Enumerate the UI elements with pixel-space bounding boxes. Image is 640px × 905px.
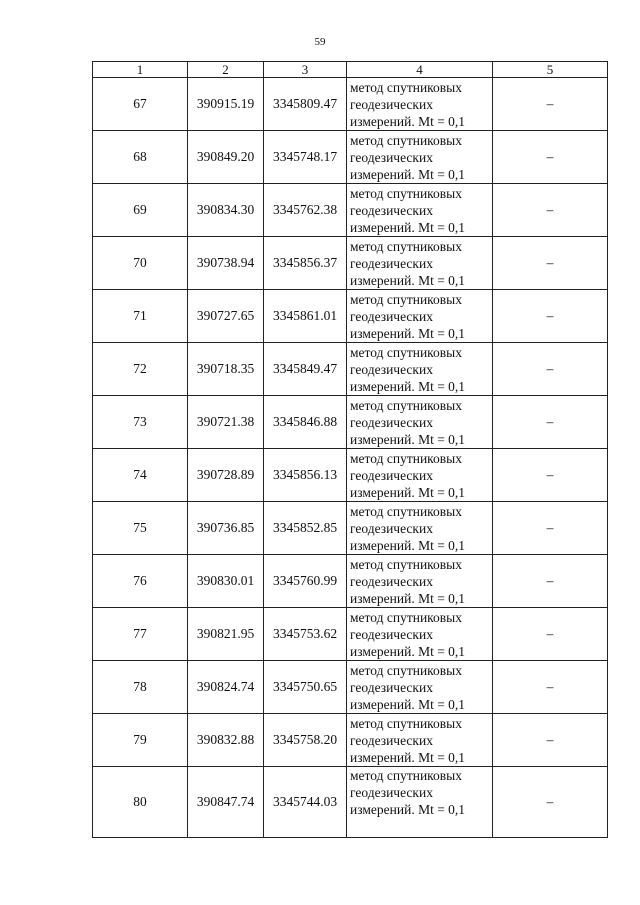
method-line: метод спутниковых: [350, 768, 462, 783]
column-5-cell: –: [493, 767, 608, 838]
method-line: геодезических: [350, 679, 433, 695]
method-line: метод спутниковых: [350, 291, 462, 307]
y-coordinate-cell: 3345758.20: [264, 714, 347, 767]
method-line: метод спутниковых: [350, 397, 462, 413]
table-row: [93, 608, 608, 661]
y-coordinate-cell: 3345750.65: [264, 661, 347, 714]
method-line: метод спутниковых: [350, 185, 462, 201]
method-line: геодезических: [350, 202, 433, 218]
column-5-cell: –: [493, 714, 608, 767]
point-number-cell: 69: [93, 184, 188, 237]
point-number-cell: 73: [93, 396, 188, 449]
x-coordinate-cell: 390832.88: [188, 714, 264, 767]
method-cell: [347, 714, 493, 767]
method-line: измерений. Mt = 0,1: [350, 219, 466, 235]
method-line: измерений. Mt = 0,1: [350, 696, 466, 712]
header-row: [93, 62, 608, 78]
method-cell: [347, 343, 493, 396]
header-cell-2: 2: [188, 62, 264, 78]
method-cell: [347, 608, 493, 661]
x-coordinate-cell: 390834.30: [188, 184, 264, 237]
point-number-cell: 70: [93, 237, 188, 290]
page-number: 59: [314, 36, 326, 48]
x-coordinate-cell: 390821.95: [188, 608, 264, 661]
table-row: [93, 396, 608, 449]
x-coordinate-cell: 390727.65: [188, 290, 264, 343]
y-coordinate-cell: 3345852.85: [264, 502, 347, 555]
y-coordinate-cell: 3345744.03: [264, 767, 347, 838]
y-coordinate-cell: 3345861.01: [264, 290, 347, 343]
table-row: [93, 661, 608, 714]
point-number-cell: 74: [93, 449, 188, 502]
table-row: [93, 502, 608, 555]
method-line: метод спутниковых: [350, 344, 462, 360]
y-coordinate-cell: 3345809.47: [264, 78, 347, 131]
method-line: измерений. Mt = 0,1: [350, 749, 466, 765]
table-row: [93, 131, 608, 184]
y-coordinate-cell: 3345846.88: [264, 396, 347, 449]
table-row: [93, 290, 608, 343]
method-line: измерений. Mt = 0,1: [350, 590, 466, 606]
method-line: измерений. Mt = 0,1: [350, 537, 466, 553]
x-coordinate-cell: 390849.20: [188, 131, 264, 184]
x-coordinate-cell: 390721.38: [188, 396, 264, 449]
y-coordinate-cell: 3345849.47: [264, 343, 347, 396]
method-cell: [347, 184, 493, 237]
y-coordinate-cell: 3345753.62: [264, 608, 347, 661]
method-line: геодезических: [350, 308, 433, 324]
method-cell: [347, 767, 493, 838]
x-coordinate-cell: 390728.89: [188, 449, 264, 502]
column-5-cell: –: [493, 449, 608, 502]
header-cell-4: 4: [347, 62, 493, 78]
column-5-cell: –: [493, 608, 608, 661]
method-line: геодезических: [350, 785, 433, 800]
table-body: [93, 78, 608, 838]
method-cell: [347, 449, 493, 502]
column-5-cell: –: [493, 502, 608, 555]
method-cell: [347, 555, 493, 608]
method-line: измерений. Mt = 0,1: [350, 431, 466, 447]
method-line: геодезических: [350, 573, 433, 589]
method-line: метод спутниковых: [350, 79, 462, 95]
method-line: измерений. Mt = 0,1: [350, 643, 466, 659]
column-5-cell: –: [493, 661, 608, 714]
method-line: метод спутниковых: [350, 450, 462, 466]
header-cell-1: 1: [93, 62, 188, 78]
table-row: [93, 184, 608, 237]
method-cell: [347, 131, 493, 184]
method-cell: [347, 396, 493, 449]
method-line: метод спутниковых: [350, 503, 462, 519]
method-line: геодезических: [350, 467, 433, 483]
method-cell: [347, 237, 493, 290]
method-cell: [347, 78, 493, 131]
x-coordinate-cell: 390830.01: [188, 555, 264, 608]
method-line: геодезических: [350, 255, 433, 271]
method-line: измерений. Mt = 0,1: [350, 802, 466, 817]
method-line: метод спутниковых: [350, 662, 462, 678]
column-5-cell: –: [493, 237, 608, 290]
method-line: измерений. Mt = 0,1: [350, 484, 466, 500]
point-number-cell: 77: [93, 608, 188, 661]
method-line: измерений. Mt = 0,1: [350, 272, 466, 288]
x-coordinate-cell: 390824.74: [188, 661, 264, 714]
x-coordinate-cell: 390718.35: [188, 343, 264, 396]
method-line: метод спутниковых: [350, 715, 462, 731]
method-line: геодезических: [350, 520, 433, 536]
table-row: [93, 78, 608, 131]
method-line: геодезических: [350, 96, 433, 112]
x-coordinate-cell: 390915.19: [188, 78, 264, 131]
method-line: метод спутниковых: [350, 238, 462, 254]
point-number-cell: 78: [93, 661, 188, 714]
method-line: измерений. Mt = 0,1: [350, 325, 466, 341]
method-line: геодезических: [350, 414, 433, 430]
point-number-cell: 67: [93, 78, 188, 131]
table-row: [93, 714, 608, 767]
header-cell-3: 3: [264, 62, 347, 78]
table-row: [93, 449, 608, 502]
column-5-cell: –: [493, 184, 608, 237]
column-5-cell: –: [493, 290, 608, 343]
method-cell: [347, 502, 493, 555]
table-row: [93, 237, 608, 290]
column-5-cell: –: [493, 131, 608, 184]
method-line: геодезических: [350, 149, 433, 165]
y-coordinate-cell: 3345762.38: [264, 184, 347, 237]
point-number-cell: 75: [93, 502, 188, 555]
method-line: метод спутниковых: [350, 609, 462, 625]
coordinates-table: [92, 61, 608, 838]
point-number-cell: 79: [93, 714, 188, 767]
y-coordinate-cell: 3345760.99: [264, 555, 347, 608]
column-5-cell: –: [493, 343, 608, 396]
method-line: метод спутниковых: [350, 132, 462, 148]
point-number-cell: 71: [93, 290, 188, 343]
x-coordinate-cell: 390738.94: [188, 237, 264, 290]
method-line: геодезических: [350, 626, 433, 642]
y-coordinate-cell: 3345856.37: [264, 237, 347, 290]
y-coordinate-cell: 3345748.17: [264, 131, 347, 184]
method-line: измерений. Mt = 0,1: [350, 378, 466, 394]
method-line: измерений. Mt = 0,1: [350, 166, 466, 182]
point-number-cell: 80: [93, 767, 188, 838]
table-row: [93, 767, 608, 838]
header-cell-5: 5: [493, 62, 608, 78]
method-line: измерений. Mt = 0,1: [350, 113, 466, 129]
point-number-cell: 68: [93, 131, 188, 184]
table-row: [93, 343, 608, 396]
column-5-cell: –: [493, 78, 608, 131]
method-line: метод спутниковых: [350, 556, 462, 572]
method-line: геодезических: [350, 361, 433, 377]
x-coordinate-cell: 390736.85: [188, 502, 264, 555]
point-number-cell: 72: [93, 343, 188, 396]
y-coordinate-cell: 3345856.13: [264, 449, 347, 502]
point-number-cell: 76: [93, 555, 188, 608]
method-cell: [347, 290, 493, 343]
x-coordinate-cell: 390847.74: [188, 767, 264, 838]
column-5-cell: –: [493, 396, 608, 449]
method-cell: [347, 661, 493, 714]
method-line: геодезических: [350, 732, 433, 748]
column-5-cell: –: [493, 555, 608, 608]
table-row: [93, 555, 608, 608]
